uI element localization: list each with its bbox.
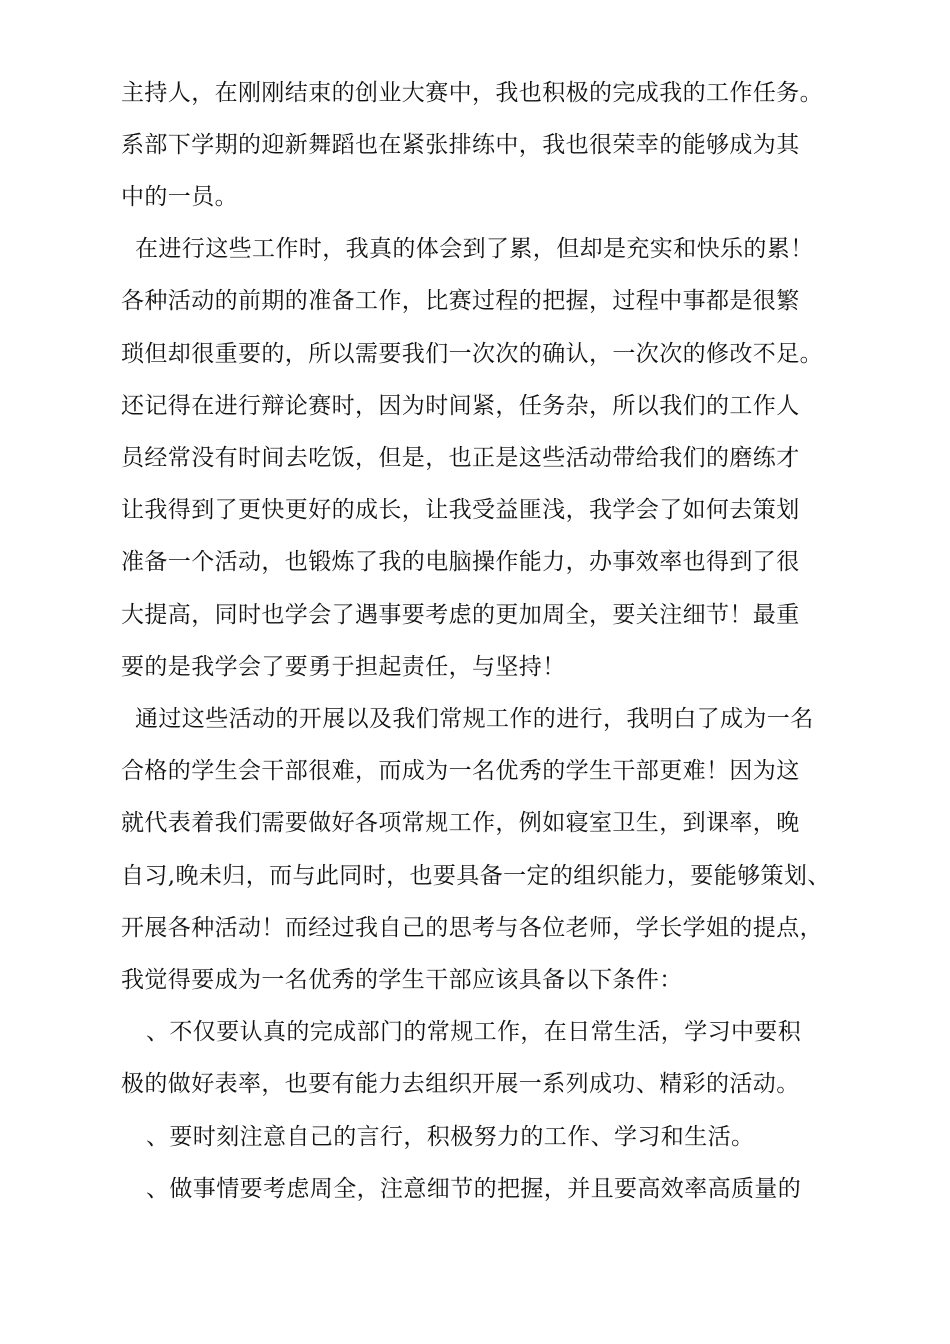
text-line: 我觉得要成为一名优秀的学生干部应该具备以下条件： [121,967,683,993]
text-line: 自习,晚未归，而与此同时，也要具备一定的组织能力，要能够策划、 [121,863,831,889]
text-line: 大提高，同时也学会了遇事要考虑的更加周全，要关注细节！最重 [121,602,800,628]
text-line: 要的是我学会了要勇于担起责任，与坚持！ [121,654,566,680]
text-line: 开展各种活动！而经过我自己的思考与各位老师，学长学姐的提点， [121,915,823,941]
text-line: 准备一个活动，也锻炼了我的电脑操作能力，办事效率也得到了很 [121,549,800,575]
text-line: 、做事情要考虑周全，注意细节的把握，并且要高效率高质量的 [146,1176,802,1202]
text-line: 员经常没有时间去吃饭，但是，也正是这些活动带给我们的磨练才 [121,445,800,471]
text-line: 琐但却很重要的，所以需要我们一次次的确认，一次次的修改不足。 [121,341,823,367]
text-line: 合格的学生会干部很难，而成为一名优秀的学生干部更难！因为这 [121,758,800,784]
text-line: 各种活动的前期的准备工作，比赛过程的把握，过程中事都是很繁 [121,288,800,314]
text-line: 系部下学期的迎新舞蹈也在紧张排练中，我也很荣幸的能够成为其 [121,132,800,158]
text-line: 还记得在进行辩论赛时，因为时间紧，任务杂，所以我们的工作人 [121,393,800,419]
text-line: 主持人，在刚刚结束的创业大赛中，我也积极的完成我的工作任务。 [121,80,823,106]
text-line: 通过这些活动的开展以及我们常规工作的进行，我明白了成为一名 [135,706,814,732]
text-line: 在进行这些工作时，我真的体会到了累，但却是充实和快乐的累！ [135,236,814,262]
text-line: 让我得到了更快更好的成长，让我受益匪浅，我学会了如何去策划 [121,497,800,523]
text-line: 、不仅要认真的完成部门的常规工作，在日常生活，学习中要积 [146,1019,802,1045]
text-line: 极的做好表率，也要有能力去组织开展一系列成功、精彩的活动。 [121,1071,800,1097]
text-line: 中的一员。 [121,184,238,210]
text-line: 、要时刻注意自己的言行，积极努力的工作、学习和生活。 [146,1124,755,1150]
text-line: 就代表着我们需要做好各项常规工作，例如寝室卫生，到课率，晚 [121,810,800,836]
